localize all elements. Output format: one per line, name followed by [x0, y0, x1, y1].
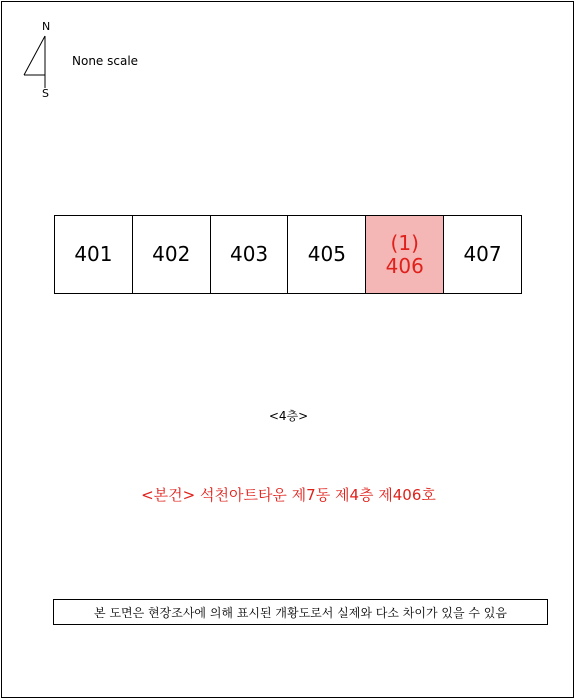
drawing-frame: [1, 1, 574, 698]
disclaimer-note: 본 도면은 현장조사에 의해 표시된 개황도로서 실제와 다소 차이가 있을 수 있음: [53, 599, 548, 625]
unit-403: [211, 216, 289, 293]
floor-plan-units: [54, 215, 522, 294]
unit-401: [55, 216, 133, 293]
compass-south-label: S: [42, 87, 49, 100]
compass-north-label: N: [42, 20, 51, 33]
unit-number: 407: [463, 242, 502, 266]
unit-407: [444, 216, 521, 293]
unit-number: 406: [385, 253, 424, 278]
unit-number: 405: [307, 242, 346, 266]
subject-property-label: <본건> 석천아트타운 제7동 제4층 제406호: [141, 486, 436, 504]
unit-number: 403: [229, 242, 269, 266]
unit-marker: (1): [390, 230, 419, 255]
scale-label: None scale: [72, 54, 139, 68]
unit-number: 402: [152, 242, 191, 266]
north-arrow-icon: [20, 22, 60, 102]
unit-number: 401: [74, 242, 113, 266]
unit-405: [288, 216, 366, 293]
unit-402: [133, 216, 211, 293]
floor-label: <4층>: [268, 409, 309, 423]
unit-406-subject: [366, 216, 444, 293]
